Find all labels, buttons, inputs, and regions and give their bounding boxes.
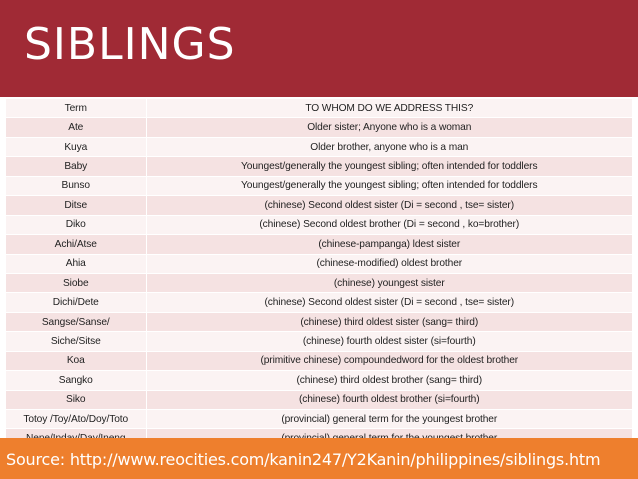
table-row xyxy=(6,410,632,429)
table-row xyxy=(6,351,632,370)
description-cell: (chinese) fourth oldest sister (si=fourth) xyxy=(146,332,632,351)
siblings-table-container xyxy=(6,98,632,449)
description-cell: (chinese) third oldest brother (sang= third) xyxy=(146,371,632,390)
title-banner xyxy=(0,0,638,97)
term-cell: Achi/Atse xyxy=(6,235,146,254)
description-cell: Youngest/generally the youngest sibling; often intended for toddlers xyxy=(146,157,632,176)
term-cell: Sangko xyxy=(6,371,146,390)
table-header-row xyxy=(6,99,632,118)
table-row xyxy=(6,332,632,351)
description-cell: Older brother, anyone who is a man xyxy=(146,137,632,156)
description-cell: (chinese) Second oldest brother (Di = second , ko=brother) xyxy=(146,215,632,234)
term-cell: Ate xyxy=(6,118,146,137)
table-row xyxy=(6,371,632,390)
table-row xyxy=(6,157,632,176)
table-row xyxy=(6,273,632,292)
term-cell: Diko xyxy=(6,215,146,234)
table-row xyxy=(6,215,632,234)
table-row xyxy=(6,312,632,331)
description-cell: (chinese) Second oldest sister (Di = second , tse= sister) xyxy=(146,196,632,215)
term-cell: Siko xyxy=(6,390,146,409)
description-cell: (chinese) youngest sister xyxy=(146,273,632,292)
description-cell: (chinese) third oldest sister (sang= third) xyxy=(146,312,632,331)
term-cell: Dichi/Dete xyxy=(6,293,146,312)
table-row xyxy=(6,118,632,137)
term-cell: Koa xyxy=(6,351,146,370)
term-cell: Sangse/Sanse/ xyxy=(6,312,146,331)
table-row xyxy=(6,254,632,273)
table-row xyxy=(6,390,632,409)
table-row xyxy=(6,176,632,195)
description-cell: (chinese) Second oldest sister (Di = second , tse= sister) xyxy=(146,293,632,312)
description-cell: (chinese-modified) oldest brother xyxy=(146,254,632,273)
header-address: TO WHOM DO WE ADDRESS THIS? xyxy=(146,99,632,118)
term-cell: Ditse xyxy=(6,196,146,215)
slide-title: SIBLINGS xyxy=(24,19,236,70)
header-term: Term xyxy=(6,99,146,118)
description-cell: (chinese-pampanga) ldest sister xyxy=(146,235,632,254)
description-cell: Youngest/generally the youngest sibling; often intended for toddlers xyxy=(146,176,632,195)
term-cell: Ahia xyxy=(6,254,146,273)
description-cell: (primitive chinese) compoundedword for the oldest brother xyxy=(146,351,632,370)
term-cell: Siche/Sitse xyxy=(6,332,146,351)
description-cell: (chinese) fourth oldest brother (si=fourth) xyxy=(146,390,632,409)
siblings-table xyxy=(6,98,632,449)
source-bar xyxy=(0,438,638,479)
table-row xyxy=(6,137,632,156)
table-body xyxy=(6,99,632,449)
table-row xyxy=(6,235,632,254)
description-cell: (provincial) general term for the youngest brother xyxy=(146,410,632,429)
source-citation: Source: http://www.reocities.com/kanin247/Y2Kanin/philippines/siblings.htm xyxy=(6,450,601,469)
table-row xyxy=(6,196,632,215)
term-cell: Kuya xyxy=(6,137,146,156)
term-cell: Baby xyxy=(6,157,146,176)
term-cell: Siobe xyxy=(6,273,146,292)
description-cell: Older sister; Anyone who is a woman xyxy=(146,118,632,137)
term-cell: Totoy /Toy/Ato/Doy/Toto xyxy=(6,410,146,429)
term-cell: Bunso xyxy=(6,176,146,195)
table-row xyxy=(6,293,632,312)
